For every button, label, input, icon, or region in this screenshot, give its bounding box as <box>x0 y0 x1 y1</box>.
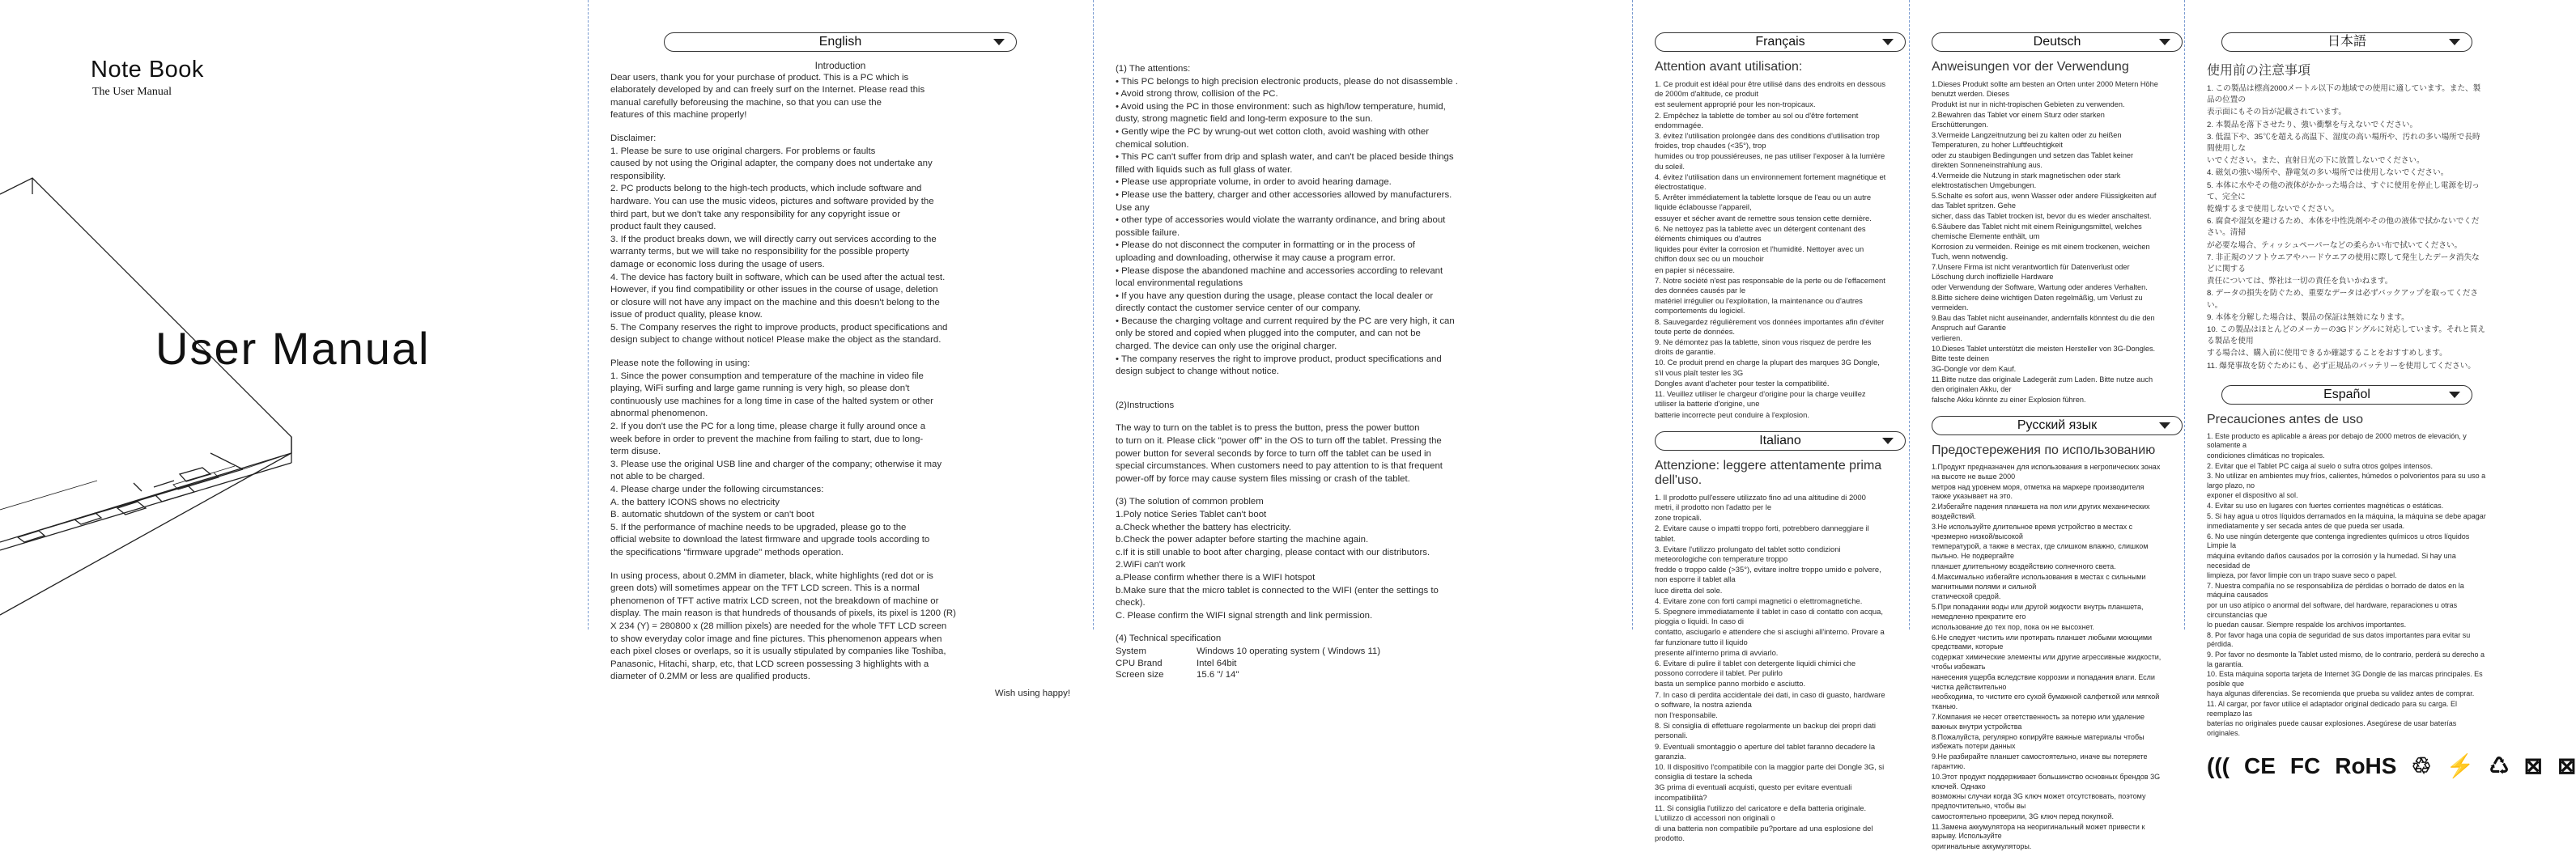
text-line: contatto, asciugarlo e attendere che si asciughi all'interno. Provare a far funzionare tutto il liquido <box>1655 627 1885 646</box>
text-line: check). <box>1116 598 1146 608</box>
text-line: only be stored and copied when plugged into the computer, and can not be <box>1116 329 1421 339</box>
text-line: • Please use appropriate volume, in order to avoid hearing damage. <box>1116 177 1392 188</box>
brand-subtitle: The User Manual <box>92 86 172 98</box>
certification-mark-icon: CE <box>2243 752 2276 778</box>
text-line: a.Please confirm whether there is a WIFI hotspot <box>1116 572 1316 583</box>
text-line: Disclaimer: <box>610 133 657 143</box>
text-line: 8. Sauvegardez régulièrement vos données importantes afin d'éviter toute perte de données. <box>1655 316 1885 336</box>
text-line: baterías no originales puede causar explosiones. Asegúrese de usar baterías originales. <box>2207 719 2457 737</box>
text-line: product fault they caused. <box>610 222 716 232</box>
text-line: 10. Esta máquina soporta tarjeta de Internet 3G Dongle de las marcas principales. Es posible que <box>2207 670 2483 688</box>
text-line: In using process, about 0.2MM in diameter, black, white highlights (red dot or is <box>610 570 933 581</box>
text-line: damage or economic loss during the usage of users. <box>610 259 825 269</box>
text-line: 7. Nuestra compañía no se responsabiliza de pérdidas o borrado de datos en la máquina causados <box>2207 581 2464 600</box>
text-line: 8. Por favor haga una copia de seguridad de sus datos importantes para evitar su pérdida. <box>2207 630 2471 649</box>
text-line: 2. If you don't use the PC for a long time, please charge it fully around once a <box>610 422 926 432</box>
italian-body <box>1655 493 1886 844</box>
text-line: 5.Schalte es sofort aus, wenn Wasser oder andere Flüssigkeiten auf das Tablet spritzen. Gehe <box>1932 192 2157 210</box>
text-line: 4. Evitar su uso en lugares con fuertes corrientes magnéticas o estáticas. <box>2207 502 2444 511</box>
text-line: 10. Ce produit prend en charge la plupart des marques 3G Dongle, s'il vous plaît tester les 3G <box>1655 358 1880 377</box>
text-line: c.If it is still unable to boot after charging, please contact with our distributors. <box>1116 547 1430 557</box>
text-line: Produkt ist nur in nicht-tropischen Gebieten zu verwenden. <box>1932 100 2125 108</box>
page-divider <box>1093 0 1094 629</box>
text-line: liquides pour éviter la corrosion et l'humidité. Nettoyer avec un chiffon doux sec ou un mouchoir <box>1655 244 1864 264</box>
text-line: 6. 腐食や湿気を避けるため、本体を中性洗剤やその他の液体で拭かないでください。清掃 <box>2207 217 2480 238</box>
text-line: dusty, strong magnetic field and long-term exposure to the sun. <box>1116 114 1373 125</box>
certification-mark-icon: ⊠ <box>2523 753 2544 779</box>
text-line: phenomenon of TFT active matrix LCD screen, not the breakdown of machine or <box>610 596 939 606</box>
text-line: lo puedan causar. Siempre respalde los archivos importantes. <box>2207 621 2407 629</box>
text-line: оригинальные аккумуляторы. <box>1932 842 2032 851</box>
text-line: • Please dispose the abandoned machine and accessories according to relevant <box>1116 265 1443 276</box>
text-line: • If you have any question during the usage, please contact the local dealer or <box>1116 290 1434 301</box>
text-line: di una batteria non compatibile pu?portare ad una esplosione del prodotto. <box>1655 824 1873 843</box>
text-line: 3.Vermeide Langzeitnutzung bei zu kalten oder zu heißen Temperaturen, zu hoher Luftfeuchtigkeit <box>1932 131 2122 149</box>
text-line: 5. The Company reserves the right to improve products, product specifications and <box>610 322 948 333</box>
page-divider <box>1632 0 1633 629</box>
spec-row <box>1116 658 1609 670</box>
text-line: 5. Arrêter immédiatement la tablette lorsque de l'eau ou un autre liquide éclabousse l'appareil, <box>1655 193 1872 212</box>
text-line: • Please do not disconnect the computer in formatting or in the process of <box>1116 240 1415 251</box>
text-line: 1. Please be sure to use original chargers. For problems or faults <box>610 146 876 156</box>
text-line: Panasonic, Hitachi, sharp, etc, that LCD screen possessing 3 highlights with a <box>610 659 929 669</box>
certification-mark-icon: ♲ <box>2411 753 2432 779</box>
text-line: b.Make sure that the micro tablet is connected to the WIFI (enter the settings to <box>1116 585 1439 596</box>
text-line: term disuse. <box>610 447 661 457</box>
text-line: local environmental regulations <box>1116 278 1243 289</box>
text-line: 6. No use ningún detergente que contenga ingredientes químicos u otros líquidos Limpie la <box>2207 532 2470 550</box>
language-label: 日本語 <box>2327 35 2366 49</box>
text-line: oder Verwendung der Software, Wartung oder anderes Verhalten. <box>1932 283 2148 291</box>
text-line: special circumstances. When customers need to pay attention to is that frequent <box>1116 461 1443 472</box>
text-line: warranty terms, but we will take no responsibility for the possible property <box>610 247 910 257</box>
german-heading: Anweisungen vor der Verwendung <box>1932 60 2129 74</box>
text-line: нанесения ущерба вследствие коррозии и попадания влаги. Если чистка действительно <box>1932 672 2155 691</box>
text-line: Dongles avant d'acheter pour tester la compatibilité. <box>1655 378 1830 388</box>
text-line: features of this machine properly! <box>610 110 747 121</box>
text-line <box>610 560 1070 570</box>
text-line <box>1116 412 1609 422</box>
spec-value: 15.6 "/ 14" <box>1197 670 1239 680</box>
italian-heading: Attenzione: leggere attentamente prima dell'uso. <box>1655 458 1882 487</box>
text-line: zone tropicali. <box>1655 513 1702 523</box>
chevron-down-icon <box>2159 39 2170 45</box>
text-line: • other type of accessories would violate the warranty ordinance, and bring about <box>1116 215 1446 226</box>
text-line: температурой, а также в местах, где слишком влажно, слишком пыльно. Не подвергайте <box>1932 542 2149 561</box>
text-line: design subject to change without notice. <box>1116 367 1280 377</box>
text-line: presente all'interno prima di avviarlo. <box>1655 647 1779 657</box>
text-line: • The company reserves the right to improve product, product specifications and <box>1116 354 1442 364</box>
text-line: directly contact the customer service center of our company. <box>1116 303 1362 314</box>
text-line: 5.При попадании воды или другой жидкости внутрь планшета, немедленно прекратите его <box>1932 603 2144 621</box>
text-line: • Avoid strong throw, collision of the PC. <box>1116 89 1278 100</box>
text-line <box>1116 389 1609 399</box>
text-line: • Please use the battery, charger and other accessories allowed by manufacturers. <box>1116 189 1452 200</box>
text-line: 5. 本体に水やその他の液体がかかった場合は、すぐに使用を停止し電源を切って、完全に <box>2207 180 2480 201</box>
text-line: 10. Il dispositivo l'compatibile con la maggior parte dei Dongle 3G, si consiglia di testare la scheda <box>1655 761 1885 782</box>
text-line: limpieza, por favor limpie con un trapo suave seco o papel. <box>2207 571 2397 580</box>
text-line: 1.Продукт предназначен для использования в негропических зонах на высоте не выше 2000 <box>1932 463 2161 481</box>
intro-heading: Introduction <box>814 60 866 71</box>
text-line: playing, WiFi surfing and large game running is very high, so please don't <box>610 384 910 394</box>
text-line: 1. Since the power consumption and temperature of the machine in video file <box>610 371 924 381</box>
certification-mark-icon: RoHS <box>2335 752 2397 778</box>
text-line: 2. Empêchez la tablette de tomber au sol ou d'être fortement endommagée. <box>1655 110 1859 129</box>
text-line: green dots) will sometimes appear on the TFT LCD screen. This is a normal <box>610 583 920 594</box>
certification-mark-icon: ((( <box>2207 752 2230 778</box>
text-line: batterie incorrecte peut conduire à l'explosion. <box>1655 409 1809 419</box>
text-line: máquina evitando daños causados por la corrosión y la humedad. Si hay una necesidad de <box>2207 552 2456 570</box>
text-line: 表示面にもその旨が記載されています。 <box>2207 108 2346 117</box>
text-line: 6. Ne nettoyez pas la tablette avec un détergent contenant des éléments chimiques ou d'autres <box>1655 223 1866 244</box>
certification-mark-icon: FC <box>2289 752 2321 778</box>
text-line: 乾燥するまで使用しないでください。 <box>2207 205 2340 214</box>
language-label: Italiano <box>1759 433 1801 447</box>
text-line: or closure will not have any impact on the machine and this doesn't belong to the <box>610 297 940 307</box>
text-line: 9.Bau das Tablet nicht auseinander, andernfalls könntest du die den Anspruch auf Garantie <box>1932 314 2155 332</box>
text-line: power button for several seconds by force to turn off the tablet can be used in <box>1116 448 1431 459</box>
text-line: いでください。また、直射日光の下に放置しないでください。 <box>2207 156 2425 166</box>
text-line: 9. Ne démontez pas la tablette, sinon vous risquez de perdre les droits de garantie. <box>1655 337 1872 357</box>
text-line: a.Check whether the battery has electricity. <box>1116 522 1291 532</box>
language-label: Español <box>2323 387 2370 401</box>
chevron-down-icon <box>1882 39 1894 45</box>
text-line: B. automatic shutdown of the system or can't boot <box>610 510 814 520</box>
page-divider <box>2184 0 2185 629</box>
text-line: 8. データの損失を防ぐため、重要なデータは必ずバックアップを取ってください。 <box>2207 289 2479 310</box>
text-line: However, if you find compatibility or other issues in the course of usage, deletion <box>610 285 938 295</box>
text-line: 3G-Dongle vor dem Kauf. <box>1932 365 2017 373</box>
attentions-body <box>1116 63 1609 645</box>
spec-row <box>1116 646 1609 658</box>
french-body <box>1655 79 1886 420</box>
text-line: sicher, dass das Tablet trocken ist, bevor du es wieder anschaltest. <box>1932 212 2152 220</box>
text-line: • This PC belongs to high precision electronic products, please do not disassemble . <box>1116 76 1458 87</box>
language-label: English <box>818 35 862 49</box>
text-line: 7. In caso di perdita accidentale dei dati, in caso di guasto, hardware o software, la nostra azienda <box>1655 689 1885 709</box>
text-line: verlieren. <box>1932 334 1962 342</box>
text-line: oder zu staubigen Bedingungen und setzen das Tablet keiner direkten Sonneneinstrahlung aus. <box>1932 151 2134 169</box>
text-line: matériel irrégulier ou l'exploitation, la maintenance ou d'autres comportements du logiciel. <box>1655 296 1863 316</box>
text-line: 2. Evitare cause o impatti troppo forti, potrebbero danneggiare il tablet. <box>1655 523 1869 543</box>
text-line: 6.Säubere das Tablet nicht mit einem Reinigungsmittel, welches chemische Elemente enthält, um <box>1932 223 2142 240</box>
text-line: A. the battery ICONS shows no electricity <box>610 497 780 507</box>
text-line: 3. Evitare l'utilizzo prolungato del tablet sotto condizioni meteorologiche con temperature troppo <box>1655 544 1841 563</box>
text-line: en papier si nécessaire. <box>1655 265 1736 274</box>
text-line: 1.Poly notice Series Tablet can't boot <box>1116 510 1267 519</box>
text-line: 11. Al cargar, por favor utilice el adaptador original dedicado para su carga. El reemplazo las <box>2207 699 2458 718</box>
russian-body <box>1932 463 2162 852</box>
language-select-german[interactable] <box>1932 32 2183 52</box>
text-line: continuously use machines for a long time in case of the halted system or other <box>610 396 933 406</box>
text-line: charged. The device can only use the original charger. <box>1116 341 1337 352</box>
language-select-french[interactable] <box>1655 32 1906 52</box>
text-line <box>1116 622 1609 632</box>
text-line: 1. Este producto es aplicable a áreas por debajo de 2000 metros de elevación, y solamente a <box>2207 431 2467 450</box>
text-line: 10. この製品はほとんどのメーカーの3Gドングルに対応しています。それと買える製品を使用 <box>2207 325 2485 346</box>
page-divider <box>1909 0 1910 629</box>
text-line: 4. évitez l'utilisation dans un environnement fortement magnétique et électrostatique. <box>1655 172 1886 192</box>
text-line: 1. Ce produit est idéal pour être utilisé dans des endroits en dessous de 2000m d'altitude, ce produit <box>1655 79 1886 99</box>
text-line: самостоятельно проверили, 3G ключ перед покупкой. <box>1932 812 2114 820</box>
language-select-italian[interactable] <box>1655 431 1906 451</box>
text-line: issue of product quality, please know. <box>610 310 763 320</box>
text-line: the specifications "firmware upgrade" methods operation. <box>610 547 844 557</box>
chevron-down-icon <box>2449 39 2460 45</box>
spanish-heading: Precauciones antes de uso <box>2207 412 2364 426</box>
text-line: 5. If the performance of machine needs to be upgraded, please go to the <box>610 522 907 532</box>
german-body <box>1932 79 2162 405</box>
text-line: 2. PC products belong to the high-tech products, which include software and <box>610 184 922 194</box>
spec-table <box>1116 646 1609 681</box>
text-line: fredde o troppo calde (>35°), evitare inoltre troppo umido e polvere, non esporre il tablet alla <box>1655 565 1881 584</box>
text-line: 10.Dieses Tablet unterstützt die meisten Hersteller von 3G-Dongles. Bitte teste deinen <box>1932 345 2156 362</box>
text-line: to show everyday color image and fine pictures. This phenomenon appears when <box>610 634 942 644</box>
language-select-spanish[interactable] <box>2221 385 2472 405</box>
text-line: filled with liquids such as full glass of water. <box>1116 164 1293 175</box>
text-line: 3. 低温下や、35℃を超える高温下、湿度の高い場所や、汚れの多い場所で長時間使用しな <box>2207 132 2480 154</box>
text-line: статической средой. <box>1932 592 2001 601</box>
text-line: elaborately developed by and can freely surf on the Internet. Please read this <box>610 85 925 95</box>
text-line: third part, but we don't take any responsibility for any copyright issue or <box>610 209 900 219</box>
certification-mark-icon: ♺ <box>2489 753 2510 779</box>
text-line: 4.Vermeide die Nutzung in stark magnetischen oder stark elektrostatischen Umgebungen. <box>1932 172 2121 189</box>
text-line: non l'responsabile. <box>1655 710 1718 719</box>
chevron-down-icon <box>1882 438 1894 444</box>
chevron-down-icon <box>2449 392 2460 398</box>
text-line: C. Please confirm the WIFI signal strength and link permission. <box>1116 610 1373 621</box>
certification-marks <box>2207 752 2576 779</box>
text-line: 4.Максимально избегайте использования в местах с сильными магнитными полями и сильной <box>1932 572 2146 591</box>
certification-mark-icon: ⚡ <box>2446 753 2475 779</box>
text-line: • This PC can't suffer from drip and splash water, and can't be placed beside things <box>1116 152 1454 163</box>
text-line: X 234 (Y) = 280800 x (28 million pixels) are needed for the whole TFT LCD screen <box>610 621 947 631</box>
text-line: 9. 本体を分解した場合は、製品の保証は無効になります。 <box>2207 312 2409 322</box>
spec-value: Windows 10 operating system ( Windows 11) <box>1197 646 1381 656</box>
text-line: est seulement approprié pour les non-tropicaux. <box>1655 100 1816 109</box>
language-label: Français <box>1755 35 1805 49</box>
text-line: 3. Please use the original USB line and charger of the company; otherwise it may <box>610 459 942 469</box>
text-line: basta un semplice panno morbido e asciutto. <box>1655 679 1806 689</box>
english-body <box>610 72 1070 683</box>
text-line: condiciones climáticas no tropicales. <box>2207 451 2325 460</box>
text-line: 7. Notre société n'est pas responsable de la perte ou de l'effacement des données causés par le <box>1655 275 1885 295</box>
text-line: to turn on it. Please click "power off" in the OS to turn off the tablet. Pressing the <box>1116 436 1442 447</box>
text-line: 1. Il prodotto pull'essere utilizzato fino ad una altitudine di 2000 metri, il prodotto non l'adatto per le <box>1655 492 1866 511</box>
text-line <box>610 122 1070 132</box>
text-line: 3. évitez l'utilisation prolongée dans des conditions d'utilisation trop froides, trop chaudes (<35°), trop <box>1655 131 1880 150</box>
text-line: планшет длительному воздействию солнечного света. <box>1932 562 2116 570</box>
page-french-italian <box>1634 0 1907 843</box>
text-line: (1) The attentions: <box>1116 64 1191 74</box>
text-line: 7. 非正規のソフトウエアやハードウエアの使用に際して発生したデータ消失などに関する <box>2207 252 2480 274</box>
page-attentions <box>1095 0 1630 680</box>
text-line: design subject to change without notice! Please make the object as the standard. <box>610 335 942 345</box>
text-line: possible failure. <box>1116 227 1180 238</box>
text-line: 11. Veuillez utiliser le chargeur d'origine pour la charge veuillez utiliser la batterie d'origine, une <box>1655 389 1866 409</box>
text-line: 4. Evitare zone con forti campi magnetici o elettromagnetiche. <box>1655 596 1863 605</box>
text-line: 5. Spegnere immediatamente il tablet in caso di contatto con acqua, pioggia o liquidi. In caso di <box>1655 606 1883 626</box>
text-line: 2. 本製品を落下させたり、強い衝撃を与えないでください。 <box>2207 120 2418 129</box>
cover-page <box>0 0 588 629</box>
russian-heading: Предостережения по использованию <box>1932 443 2156 457</box>
laptop-illustration <box>0 162 453 615</box>
text-line: использование до тех пор, пока он не высохнет. <box>1932 622 2094 631</box>
text-line: por un uso atípico o anormal del software, del hardware, reparaciones u otras circunstancias que <box>2207 600 2458 619</box>
language-select-english[interactable] <box>664 32 1017 52</box>
text-line: 9.Не разбирайте планшет самостоятельно, иначе вы потеряете гарантию. <box>1932 752 2148 770</box>
text-line: 7.Unsere Firma ist nicht verantwortlich für Datenverlust oder Löschung durch inoffizielle Hardware <box>1932 263 2130 281</box>
text-line: 7.Компания не несет ответственность за потерю или удаление важных внутри устройства <box>1932 712 2145 731</box>
language-select-russian[interactable] <box>1932 416 2183 435</box>
page-english <box>589 0 1091 698</box>
text-line: 6. Evitare di pulire il tablet con detergente liquidi chimici che possono corrodere il tablet. Per pulirlo <box>1655 658 1856 678</box>
text-line: manual carefully beforeusing the machine, so that you can use the <box>610 97 882 108</box>
text-line: 3G prima di eventuali acquisti, questo per evitare eventuali incompatibilità? <box>1655 782 1852 802</box>
page-divider <box>588 0 589 629</box>
text-line: responsibility. <box>610 171 666 181</box>
text-line: 5. Si hay agua u otros líquidos derramados en la máquina, la máquina se debe apagar <box>2207 511 2486 520</box>
spec-key: Screen size <box>1116 670 1164 680</box>
text-line: exponer el dispositivo al sol. <box>2207 491 2298 500</box>
text-line: inmediatamente y ser secada antes de que pueda ser usada. <box>2207 522 2405 531</box>
spanish-body <box>2207 432 2487 738</box>
text-line: week before in order to prevent the machine from failing to start, due to long- <box>610 434 924 444</box>
text-line: 2.WiFi can't work <box>1116 560 1186 570</box>
japanese-body <box>2207 83 2487 372</box>
text-line: haya algunas diferencias. Se recomienda que prueba su validez antes de comprar. <box>2207 689 2475 698</box>
text-line: が必要な場合、ティッシュペーパーなどの柔らかい布で拭いてください。 <box>2207 240 2463 250</box>
text-line: (3) The solution of common problem <box>1116 497 1264 507</box>
text-line: humides ou trop poussiéreuses, ne pas utiliser l'exposer à la lumière du soleil. <box>1655 151 1885 171</box>
text-line: uploading and downloading, otherwise it may cause a program error. <box>1116 252 1396 263</box>
text-line: luce diretta del sole. <box>1655 585 1723 595</box>
text-line: • Avoid using the PC in those environment: such as high/low temperature, humid, <box>1116 101 1446 112</box>
text-line: display. The main reason is that hundreds of thousands of pixels, its pixel is 1200 (R) <box>610 608 956 619</box>
text-line: Use any <box>1116 202 1150 213</box>
text-line <box>1116 485 1609 495</box>
text-line: • Because the charging voltage and current required by the PC are very high, it can <box>1116 316 1455 326</box>
text-line: 2. Evitar que el Tablet PC caiga al suelo o sufra otros golpes intensos. <box>2207 461 2433 470</box>
text-line: • Gently wipe the PC by wrung-out wet cotton cloth, avoid washing with other <box>1116 126 1430 137</box>
text-line: содержат химические элементы или другие агрессивные жидкости, чтобы избежать <box>1932 653 2162 671</box>
text-line: chemical solution. <box>1116 139 1189 150</box>
brand-name: Note Book <box>91 57 204 83</box>
text-line: 9. Por favor no desmonte la Tablet usted mismo, de lo contrario, perderá su derecho a la garantía. <box>2207 650 2485 668</box>
spec-key: CPU Brand <box>1116 658 1163 668</box>
text-line: необходима, то чистите его сухой бумажной салфеткой или мягкой тканью. <box>1932 693 2160 711</box>
text-line: 8. Si consiglia di effettuare regolarmente un backup dei propri dati personali. <box>1655 721 1876 740</box>
text-line: (2)Instructions <box>1116 400 1175 410</box>
text-line: not able to be charged. <box>610 472 705 482</box>
text-line: 10.Этот продукт поддерживает большинство основных брендов 3G ключей. Однако <box>1932 772 2161 791</box>
spec-row <box>1116 669 1609 681</box>
text-line: each pixel closes or overlaps, so it is usually stipulated by companies like Toshiba, <box>610 646 946 657</box>
text-line: 3.Не используйте длительное время устройство в местах с чрезмерно низкой/высокой <box>1932 522 2133 540</box>
text-line: 2.Избегайте падения планшета на пол или других механических воздействий. <box>1932 502 2150 520</box>
text-line: 11. Si consiglia l'utilizzo del caricatore e della batteria originale. L'utilizzo di accessori non originali o <box>1655 803 1867 822</box>
page-german-russian <box>1911 0 2183 851</box>
chevron-down-icon <box>2159 422 2170 429</box>
language-label: Русский язык <box>2017 418 2098 432</box>
text-line: 1.Dieses Produkt sollte am besten an Orten unter 2000 Metern Höhe benutzt werden. Dieses <box>1932 80 2158 98</box>
text-line: (4) Technical specification <box>1116 634 1222 644</box>
text-line: power-off by force may cause system files missing or crash of the tablet. <box>1116 473 1410 484</box>
text-line: 1. この製品は標高2000メートル以下の地域での使用に適しています。また、製品の位置の <box>2207 84 2481 105</box>
cover-title: User Manual <box>155 323 431 374</box>
text-line: возможны случаи когда 3G ключ может отсутствовать, поэтому предпочтительно, чтобы вы <box>1932 792 2146 811</box>
spec-value: Intel 64bit <box>1197 658 1237 668</box>
text-line: 3. If the product breaks down, we will directly carry out services according to the <box>610 234 937 244</box>
text-line: 11.Bitte nutze das originale Ladegerät zum Laden. Bitte nutze auch den originalen Akku, der <box>1932 375 2153 393</box>
text-line: 11.Замена аккумулятора на неоригинальный может привести к взрыву. Используйте <box>1932 822 2145 841</box>
text-line: 2.Bewahren das Tablet vor einem Sturz oder starken Erschütterungen. <box>1932 111 2105 129</box>
text-line: Dear users, thank you for your purchase of product. This is a PC which is <box>610 72 909 83</box>
closing-line: Wish using happy! <box>994 688 1070 698</box>
text-line: essuyer et sécher avant de remettre sous tension cette dernière. <box>1655 213 1872 223</box>
spec-key: System <box>1116 646 1146 656</box>
text-line: する場合は、購入前に使用できるか確認することをおすすめします。 <box>2207 349 2447 358</box>
text-line <box>1116 379 1609 388</box>
page-japanese-spanish <box>2186 0 2576 779</box>
french-heading: Attention avant utilisation: <box>1655 60 1803 74</box>
text-line: diameter of 0.2MM or less are qualified products. <box>610 672 810 682</box>
text-line: 9. Eventuali smontaggio o aperture del tablet faranno decadere la garanzia. <box>1655 741 1876 761</box>
certification-mark-icon: ⊠ <box>2557 753 2576 779</box>
text-line: falsche Akku könnte zu einer Explosion führen. <box>1932 396 2086 404</box>
text-line: abnormal phenomenon. <box>610 409 708 419</box>
language-label: Deutsch <box>2033 35 2081 49</box>
language-select-japanese[interactable] <box>2221 32 2472 52</box>
chevron-down-icon <box>993 39 1005 45</box>
text-line: 4. Please charge under the following circumstances: <box>610 485 824 494</box>
text-line: метров над уровнем моря, отметка на маркере производителя также указывает на это. <box>1932 482 2145 501</box>
text-line: caused by not using the Original adapter, the company does not undertake any <box>610 159 933 169</box>
text-line: Please note the following in using: <box>610 358 750 369</box>
text-line: 3. No utilizar en ambientes muy fríos, calientes, húmedos o polvorientos para su uso a largo plazo, no <box>2207 472 2486 490</box>
text-line: 4. 磁気の強い場所や、静電気の多い場所では使用しないでください。 <box>2207 168 2449 178</box>
text-line: Korrosion zu vermeiden. Reinige es mit einem trockenen, weichen Tuch, wenn notwendig. <box>1932 243 2150 261</box>
text-line: 8.Пожалуйста, регулярно копируйте важные материалы чтобы избежать потери данных <box>1932 732 2145 751</box>
text-line: 責任については、弊社は一切の責任を負いかねます。 <box>2207 277 2393 286</box>
text-line: 11. 爆発事故を防ぐためにも、必ず正規品のバッテリーを使用してください。 <box>2207 361 2476 371</box>
text-line: 4. The device has factory built in software, which can be used after the actual test. <box>610 272 946 282</box>
japanese-heading: 使用前の注意事項 <box>2207 64 2311 78</box>
text-line <box>610 347 1070 357</box>
text-line: b.Check the power adapter before starting the machine again. <box>1116 535 1369 545</box>
text-line: 6.Не следует чистить или протирать планшет любыми моющими средствами, которые <box>1932 633 2153 651</box>
text-line: The way to turn on the tablet is to press the button, press the power button <box>1116 423 1420 434</box>
text-line: official website to download the latest firmware and upgrade tools according to <box>610 535 930 545</box>
text-line: hardware. You can use the music videos, pictures and software provided by the <box>610 196 934 206</box>
text-line: 8.Bitte sichere deine wichtigen Daten regelmäßig, um Verlust zu vermeiden. <box>1932 294 2143 312</box>
